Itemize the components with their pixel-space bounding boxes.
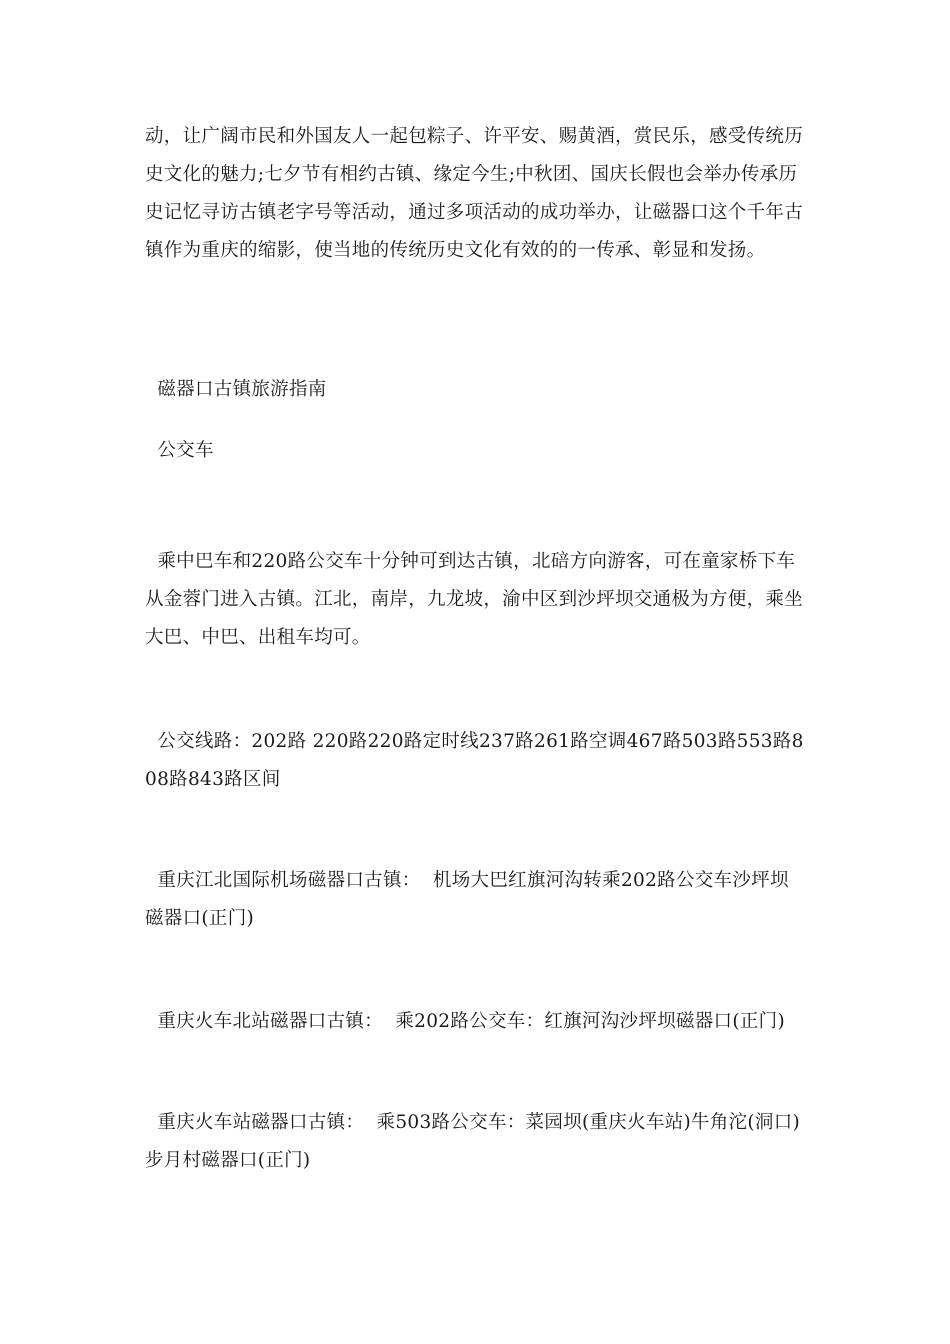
paragraph-railway-station-route: 重庆火车站磁器口古镇： 乘503路公交车：菜园坝(重庆火车站)牛角沱(洞口)步月村磁器口(正门) [145, 1112, 801, 1171]
paragraph-north-station-route: 重庆火车北站磁器口古镇： 乘202路公交车：红旗河沟沙坪坝磁器口(正门) [145, 1011, 785, 1032]
heading-travel-guide: 磁器口古镇旅游指南 [145, 379, 327, 400]
paragraph-airport-route: 重庆江北国际机场磁器口古镇： 机场大巴红旗河沟转乘202路公交车沙坪坝磁器口(正门) [145, 870, 789, 929]
paragraph-festival-activities: 动，让广阔市民和外国友人一起包粽子、许平安、赐黄酒，赏民乐，感受传统历史文化的魅力;七夕节有相约古镇、缘定今生;中秋团、国庆长假也会举办传承历史记忆寻访古镇老字号等活动，通过多项活动的成功举办，让磁器口这个千年古镇作为重庆的缩影，使当地的传统历史文化有效的的一传承、彰显和发扬。 [145, 126, 804, 261]
paragraph-bus-routes: 公交线路：202路 220路220路定时线237路261路空调467路503路553路808路843路区间 [145, 731, 804, 790]
heading-bus: 公交车 [145, 440, 214, 461]
paragraph-bus-access: 乘中巴车和220路公交车十分钟可到达古镇，北碚方向游客，可在童家桥下车从金蓉门进入古镇。江北，南岸，九龙坡，渝中区到沙坪坝交通极为方便，乘坐大巴、中巴、出租车均可。 [145, 551, 804, 648]
